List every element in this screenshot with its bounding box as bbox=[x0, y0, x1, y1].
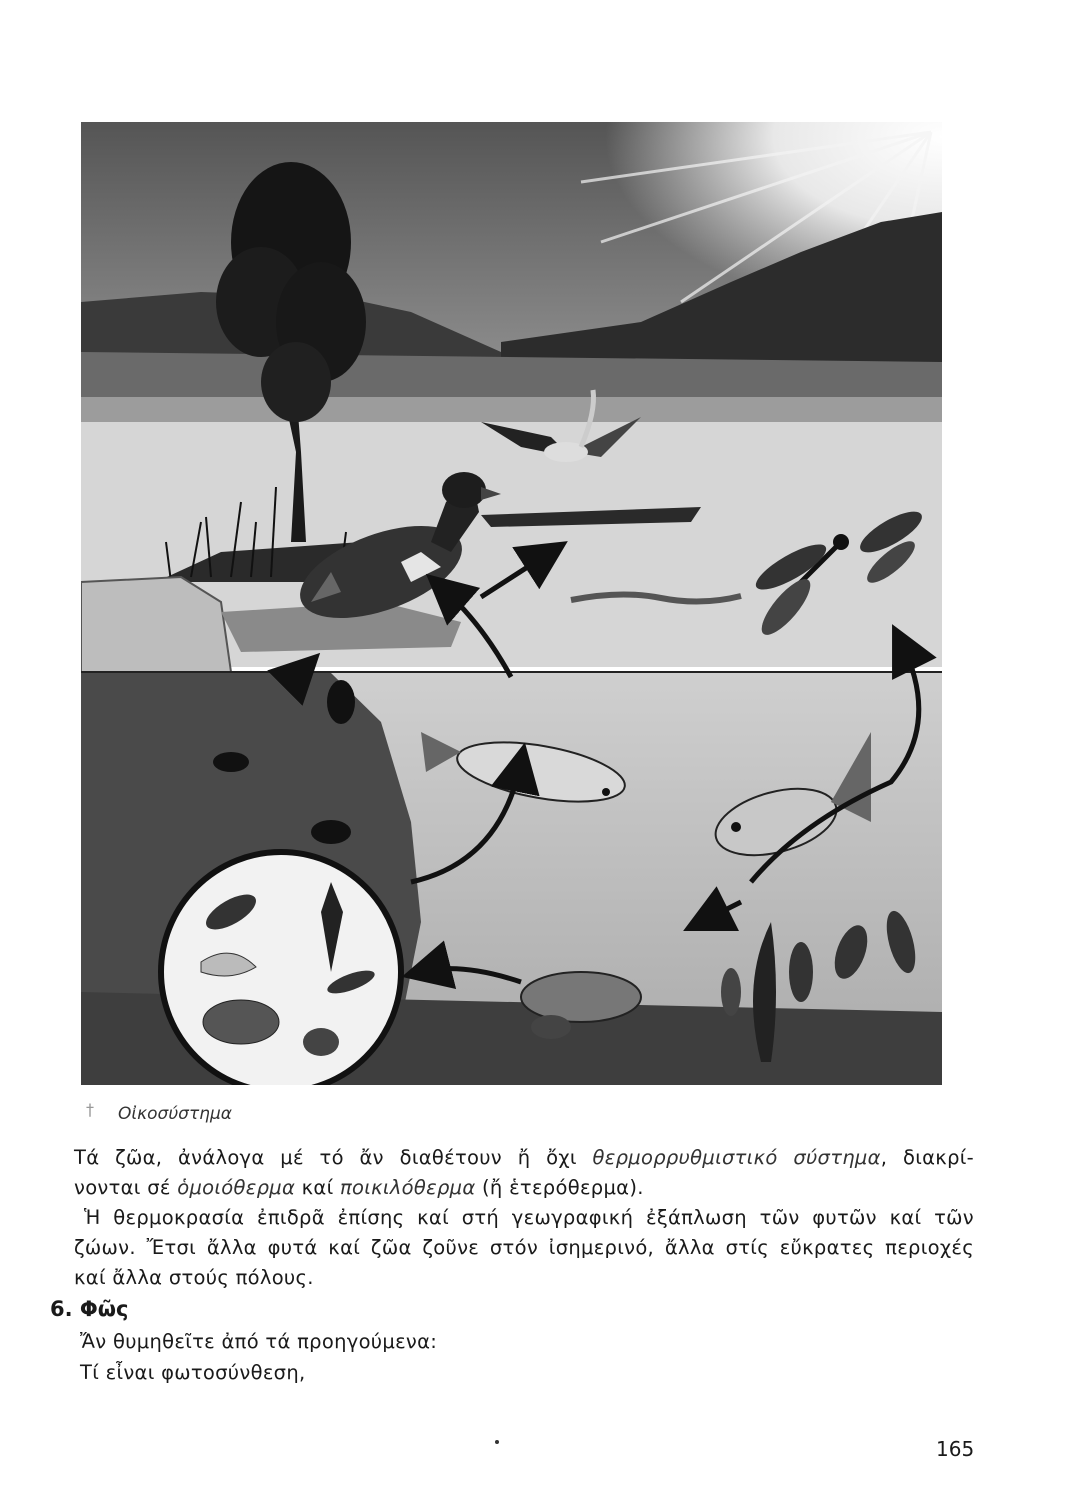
text-run: (ἤ ἑτερόθερμα). bbox=[475, 1176, 644, 1199]
bacteria-circle bbox=[161, 852, 401, 1085]
figure-caption: Οἰκοσύστημα bbox=[118, 1104, 232, 1124]
p2-line1: Ἡ θερμοκρασία ἐπιδρᾶ ἐπίσης καί στή γεωγραφική ἐξάπλωση τῶν φυτῶν καί τῶν bbox=[84, 1206, 974, 1229]
paragraph-thermoregulation bbox=[74, 1143, 974, 1203]
section-heading: 6. Φῶς bbox=[50, 1297, 129, 1321]
paragraph-temperature bbox=[74, 1203, 974, 1293]
caption-mark: † bbox=[86, 1100, 94, 1119]
p2-line3: καί ἄλλα στούς πόλους. bbox=[74, 1266, 314, 1289]
question-photosynthesis: Τί εἶναι φωτοσύνθεση, bbox=[80, 1361, 306, 1384]
term-homeothermic: ὁμοιόθερμα bbox=[177, 1176, 296, 1199]
p1-line1 bbox=[74, 1143, 974, 1173]
p2-line2: ζώων. Ἔτσι ἄλλα φυτά καί ζῶα ζοῦνε στόν ἰσημερινό, ἄλλα στίς εὔκρατες περιοχές bbox=[74, 1236, 974, 1259]
text-run: καί bbox=[295, 1176, 340, 1199]
term-poikilothermic: ποικιλόθερμα bbox=[339, 1176, 476, 1199]
ecosystem-illustration bbox=[81, 122, 942, 1085]
text-run: Τά ζῶα, ἀνάλογα μέ τό ἄν διαθέτουν ἤ ὄχι bbox=[74, 1146, 593, 1169]
print-dot bbox=[495, 1440, 499, 1444]
page-number: 165 bbox=[936, 1437, 975, 1461]
term-thermoregulation: θερμορρυθμιστικό σύστημα bbox=[592, 1146, 881, 1169]
text-run: , διακρί- bbox=[880, 1146, 974, 1169]
text-run: νονται σέ bbox=[74, 1176, 178, 1199]
p1-line2 bbox=[74, 1173, 974, 1203]
question-intro: Ἄν θυμηθεῖτε ἀπό τά προηγούμενα: bbox=[80, 1330, 438, 1353]
